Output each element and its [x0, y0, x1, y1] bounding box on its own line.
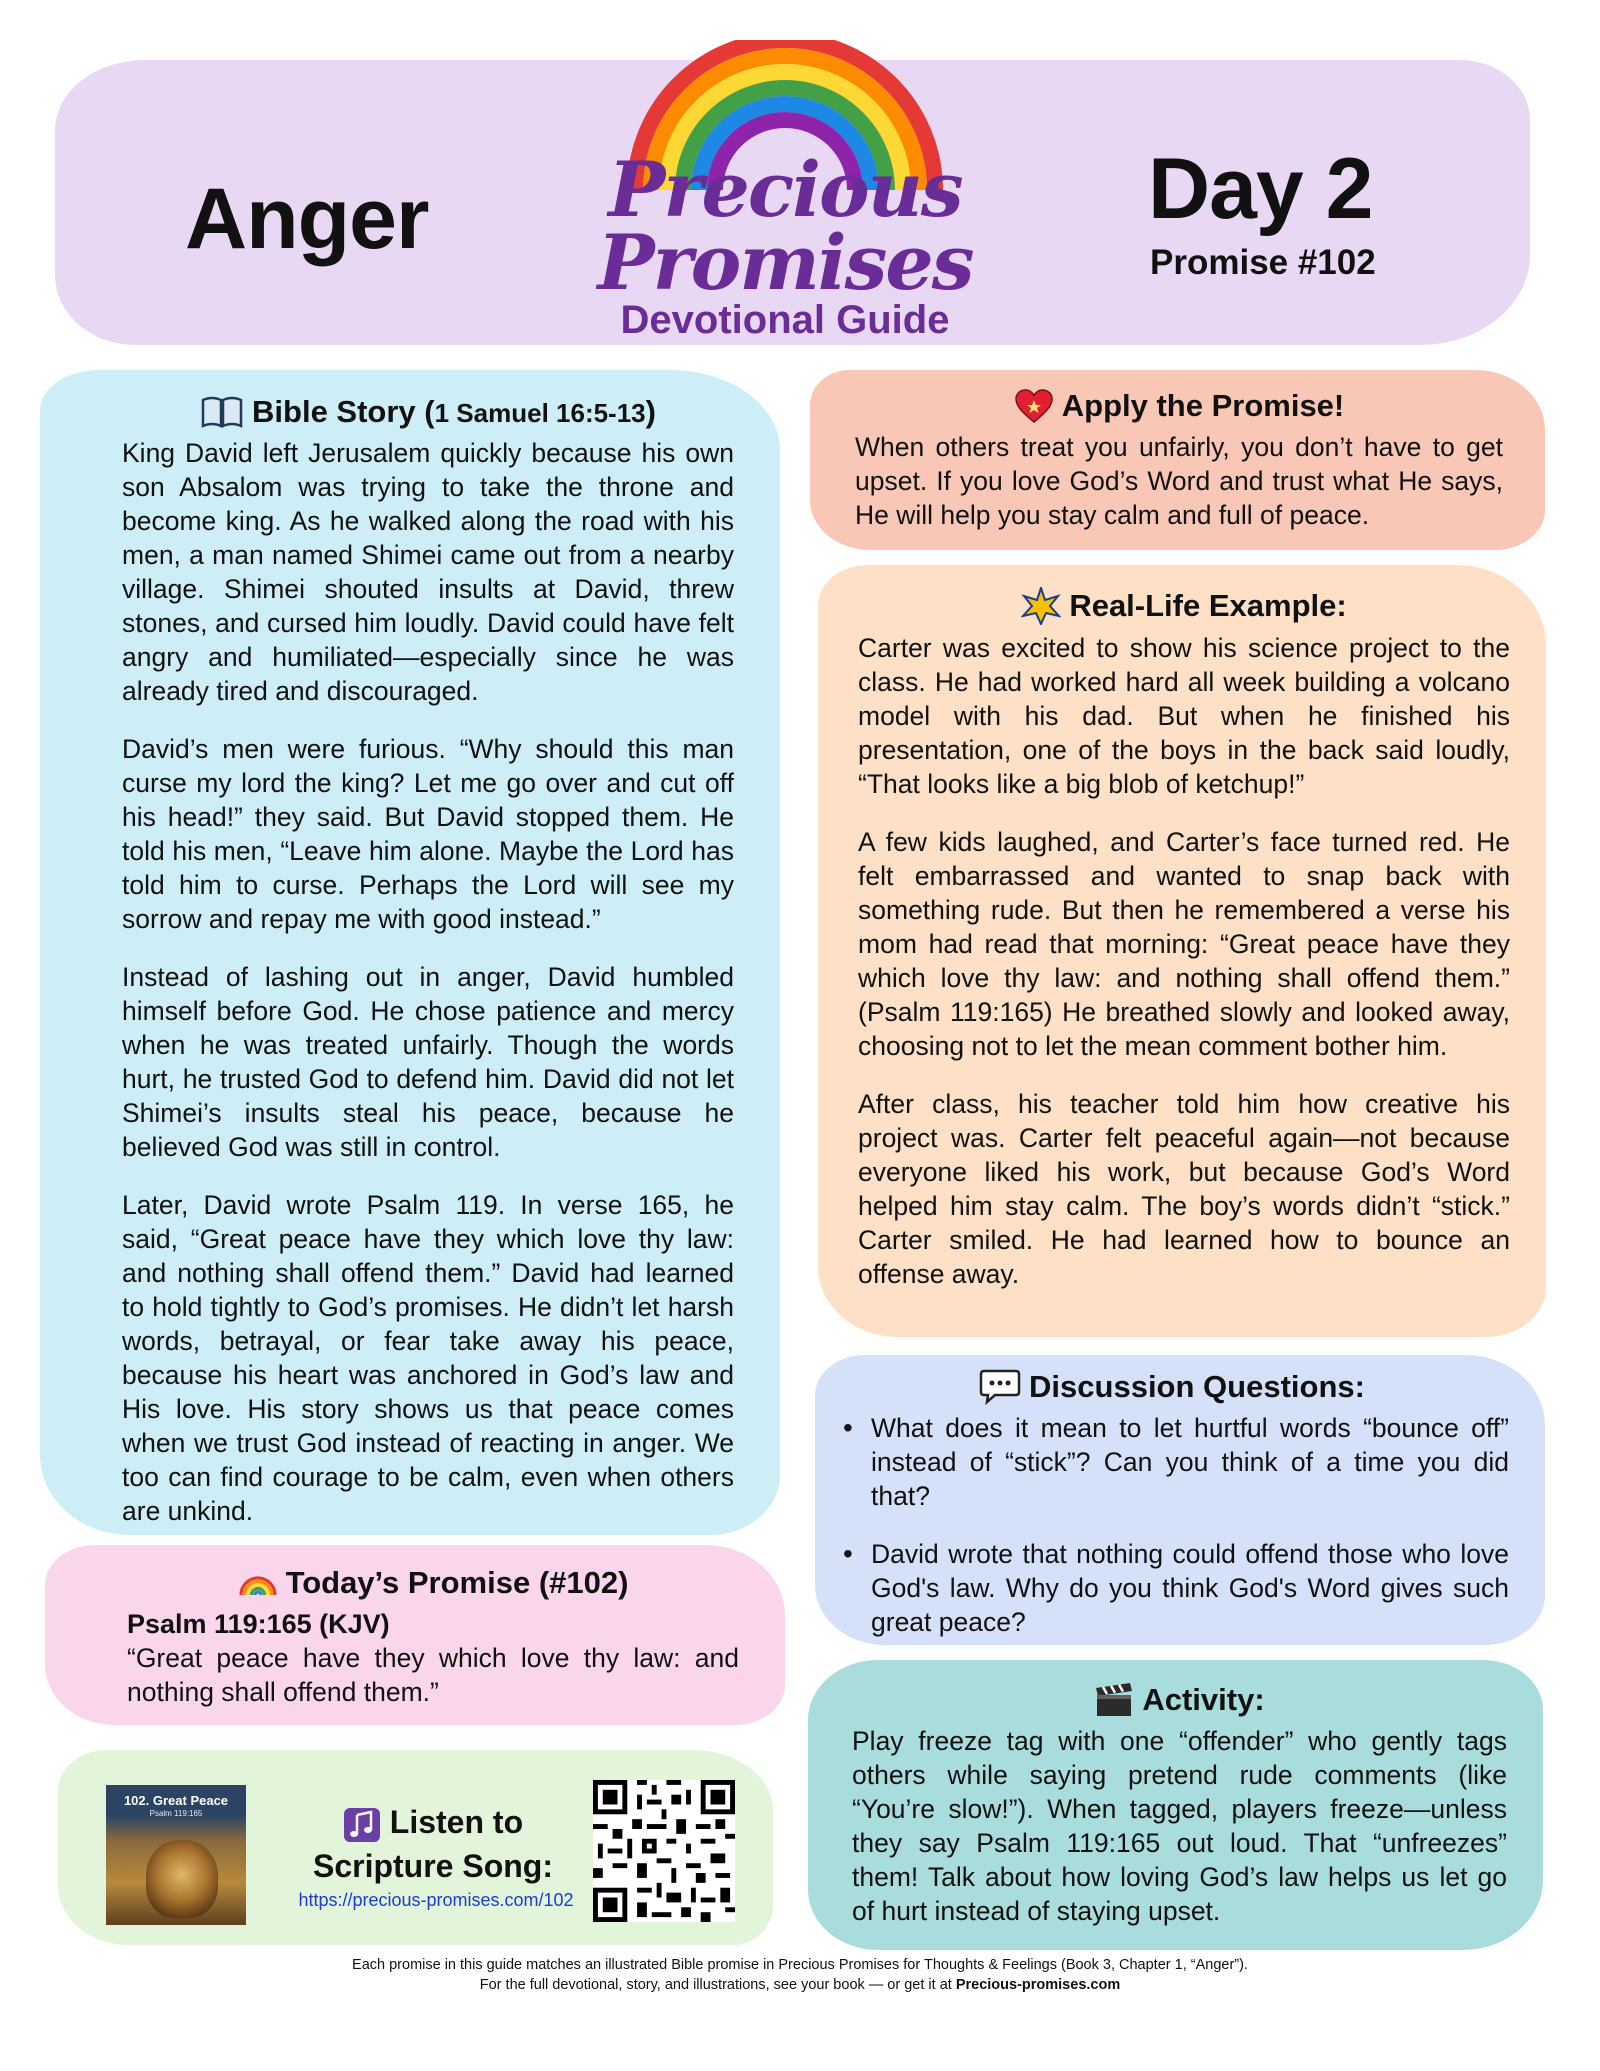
question-item: • What does it mean to let hurtful words “bounce off” instead of “stick”? Can you think of a time you did that? — [835, 1411, 1509, 1513]
activity-card — [808, 1660, 1543, 1950]
clapperboard-icon — [1094, 1682, 1134, 1718]
listen-title-line1: Listen to — [389, 1804, 524, 1840]
bible-story-heading — [122, 394, 734, 430]
day-title: Day 2 — [1148, 141, 1373, 237]
real-life-paragraph: Carter was excited to show his science project to the class. He had worked hard all week building a volcano model with his dad. But when he finished his presentation, one of the boys in the back said loudly, “That looks like a big blob of ketchup!” — [858, 633, 1510, 799]
album-subtitle: Psalm 119:165 — [149, 1809, 203, 1818]
rainbow-icon — [238, 1569, 278, 1597]
topic-title: Anger — [185, 171, 429, 267]
todays-promise-heading — [127, 1565, 739, 1601]
question-list — [835, 1411, 1509, 1639]
promise-quote: “Great peace have they which love thy law: and nothing shall offend them.” — [127, 1643, 739, 1707]
lion-image — [146, 1840, 218, 1918]
real-life-card — [818, 565, 1546, 1337]
song-link[interactable]: https://precious-promises.com/102 — [298, 1890, 574, 1910]
bible-story-card — [40, 370, 780, 1535]
footer — [0, 1955, 1600, 1995]
real-life-paragraph: A few kids laughed, and Carter’s face turned red. He felt embarrassed and wanted to snap back with something rude. But then he remembered a verse his mom had read that morning: “Great peace have they which love thy law: and nothing shall offend them.” (Psalm 119:165) He breathed slowly and looked away, choosing not to let the mean comment bother him. — [858, 827, 1510, 1061]
bible-story-paragraph: Instead of lashing out in anger, David humbled himself before God. He chose patience and mercy when he was treated unfairly. Though the words hurt, he trusted God to defend him. David did not let Shimei’s insults steal his peace, because he believed God was still in control. — [122, 962, 734, 1162]
logo-line-promises: Promises — [597, 218, 973, 307]
book-icon — [200, 395, 244, 429]
album-title: 102. Great Peace — [123, 1793, 229, 1808]
qr-code-icon[interactable] — [593, 1780, 735, 1922]
bible-story-reference: 1 Samuel 16:5-13 — [434, 398, 646, 428]
listen-card — [58, 1750, 773, 1945]
bible-story-paragraph: Later, David wrote Psalm 119. In verse 165, he said, “Great peace have they which love thy law: and nothing shall offend them.” David had learned to hold tightly to God’s promises. He didn’t let harsh words, betrayal, or fear take away his peace, because his heart was anchored in God’s law and His love. His story shows us that peace comes when we trust God instead of reacting in anger. We too can find courage to be calm, even when others are unkind. — [122, 1190, 734, 1526]
star-icon — [1021, 587, 1061, 625]
real-life-title: Real-Life Example: — [1069, 588, 1347, 623]
question-item: • David wrote that nothing could offend those who love God's law. Why do you think God's Word gives such great peace? — [835, 1537, 1509, 1639]
todays-promise-card — [45, 1545, 785, 1725]
bible-story-title: Bible Story ( — [252, 394, 435, 429]
activity-title: Activity: — [1142, 1682, 1265, 1717]
real-life-heading — [858, 587, 1510, 625]
listen-heading — [298, 1800, 568, 1888]
promise-number: Promise #102 — [1150, 243, 1376, 282]
discussion-card — [815, 1355, 1545, 1645]
todays-promise-title: Today’s Promise (#102) — [285, 1565, 629, 1600]
apply-promise-card — [810, 370, 1545, 550]
real-life-paragraph: After class, his teacher told him how creative his project was. Carter felt peaceful again—not because everyone liked his work, but because God’s Word helped him stay calm. The boy’s words didn’t “stick.” Carter smiled. He had learned how to bounce an offense away. — [858, 1089, 1510, 1289]
apply-title: Apply the Promise! — [1061, 388, 1345, 423]
album-cover — [106, 1785, 246, 1925]
activity-text: Play freeze tag with one “offender” who gently tags others while saying pretend rude comments (like “You’re slow!”). When tagged, players freeze—unless they say Psalm 119:165 out loud. That “unfreezes” them! Talk about how loving God’s law helps us let go of hurt instead of staying upset. — [852, 1726, 1507, 1926]
listen-title-line2: Scripture Song: — [312, 1848, 553, 1884]
discussion-title: Discussion Questions: — [1029, 1369, 1365, 1404]
logo-line-precious: Precious — [608, 145, 962, 234]
apply-text: When others treat you unfairly, you don’t have to get upset. If you love God’s Word and trust what He says, He will help you stay calm and full of peace. — [855, 432, 1503, 530]
footer-line1: Each promise in this guide matches an illustrated Bible promise in Precious Promises for Thoughts & Feelings (Book 3, Chapter 1, “Anger”). — [352, 1957, 1248, 1973]
music-icon — [343, 1807, 381, 1843]
discussion-heading — [835, 1369, 1509, 1405]
bible-story-title-close: ) — [645, 394, 656, 429]
logo — [560, 40, 1010, 350]
apply-heading — [855, 388, 1503, 424]
heart-icon — [1014, 388, 1054, 424]
promise-reference: Psalm 119:165 (KJV) — [127, 1609, 390, 1639]
logo-subtitle: Devotional Guide — [620, 298, 950, 342]
footer-line2: For the full devotional, story, and illustrations, see your book — or get it at — [479, 1977, 956, 1993]
activity-heading — [852, 1682, 1507, 1718]
bible-story-paragraph: David’s men were furious. “Why should this man curse my lord the king? Let me go over and cut off his head!” they said. But David stopped them. He told his men, “Leave him alone. Maybe the Lord has told him to curse. Perhaps the Lord will see my sorrow and repay me with good instead.” — [122, 734, 734, 934]
footer-site-link[interactable]: Precious-promises.com — [955, 1977, 1121, 1993]
speech-bubble-icon — [979, 1369, 1021, 1405]
bible-story-paragraph: King David left Jerusalem quickly because his own son Absalom was trying to take the throne and become king. As he walked along the road with his men, a man named Shimei came out from a nearby village. Shimei shouted insults at David, threw stones, and cursed him loudly. David could have felt angry and humiliated—especially since he was already tired and discouraged. — [122, 438, 734, 706]
